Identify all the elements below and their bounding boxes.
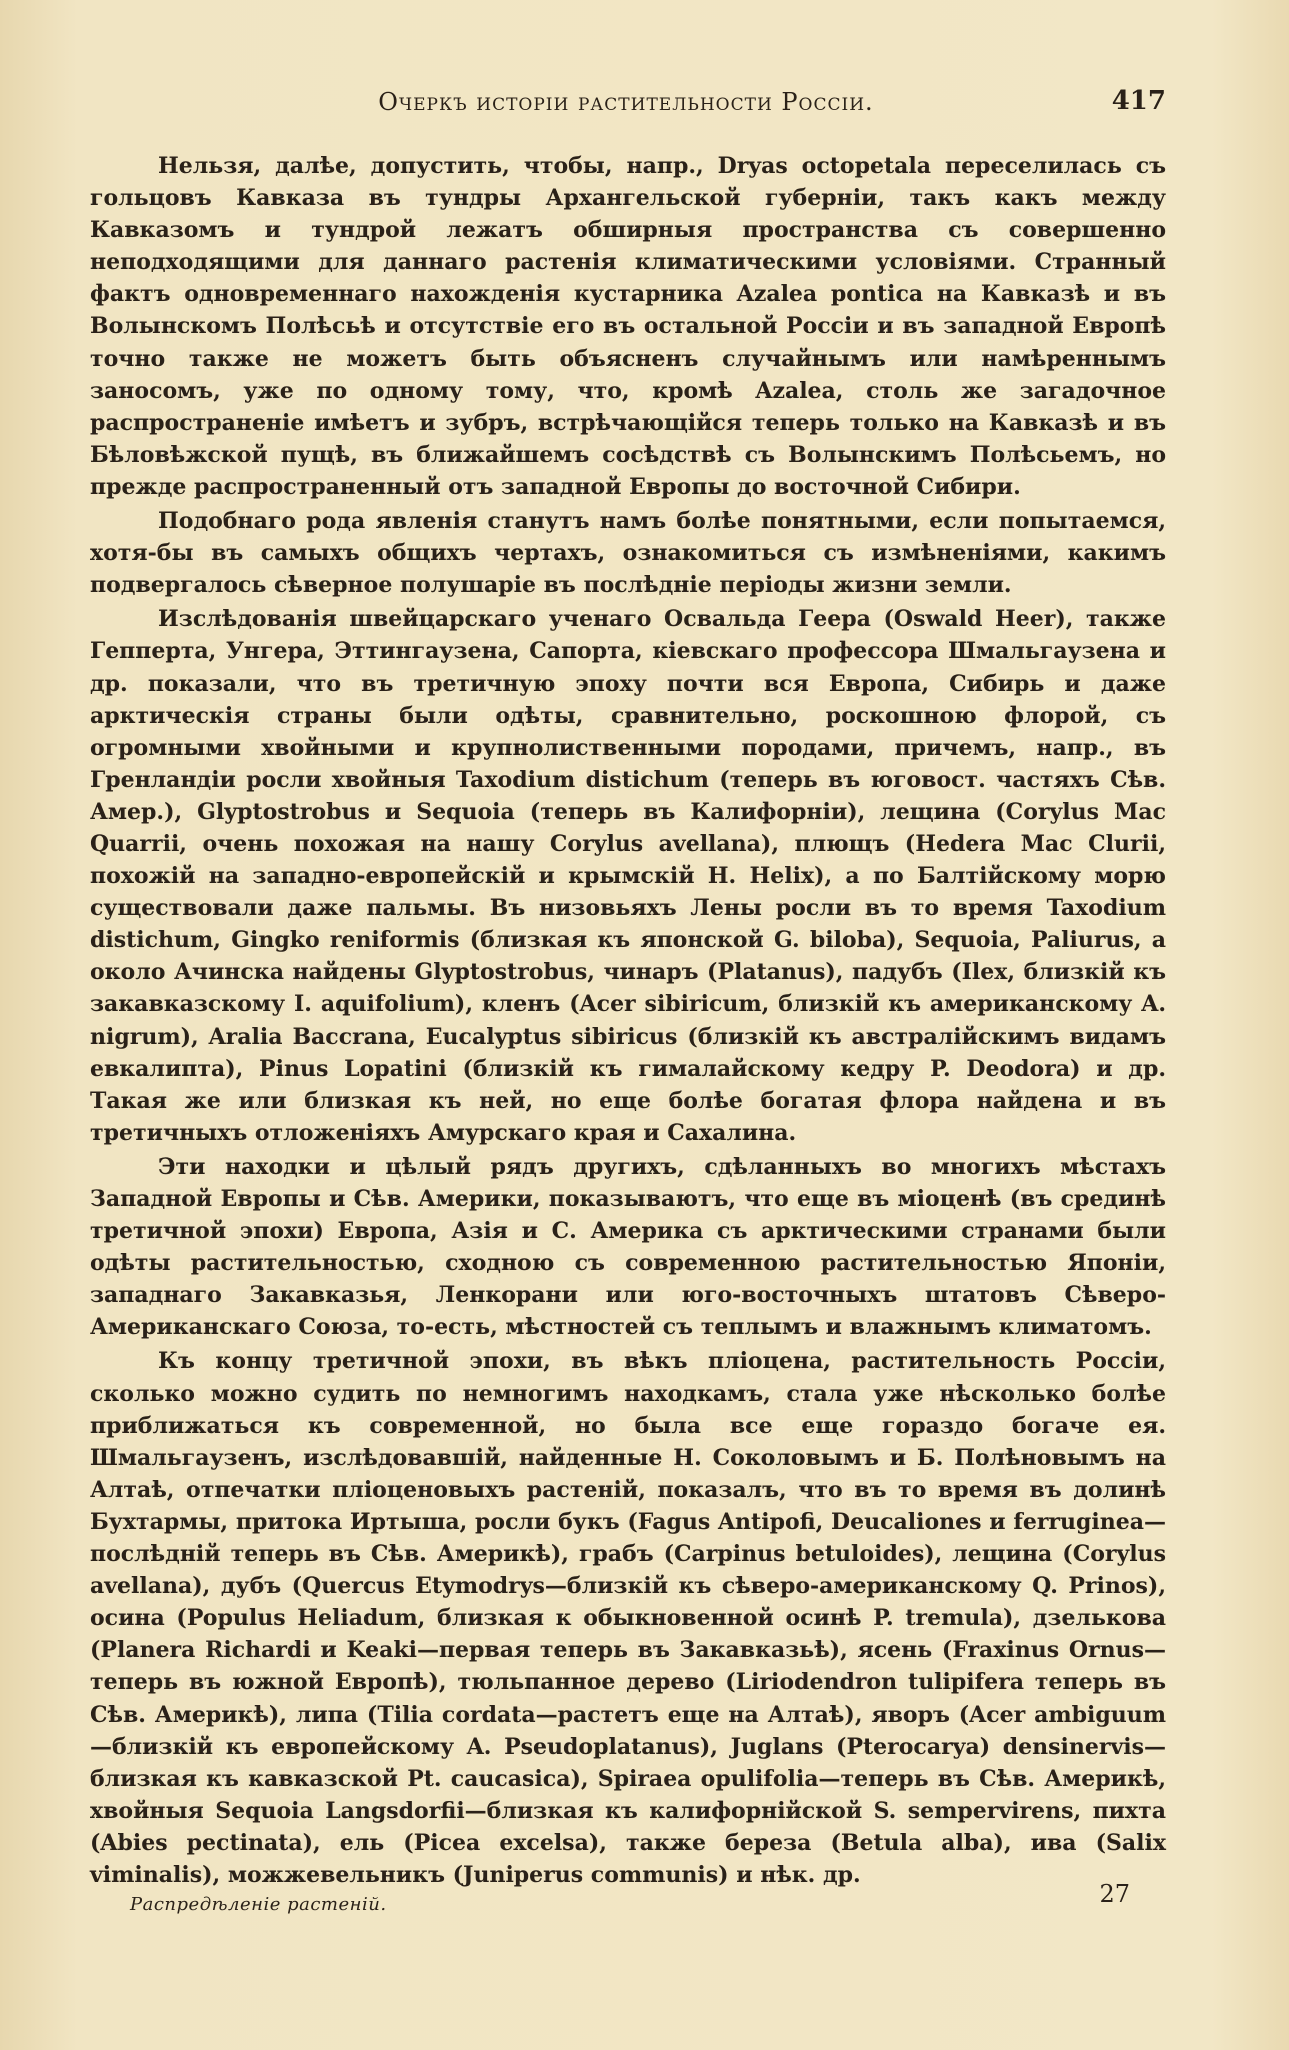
sheet-number: 27: [1099, 1880, 1130, 1908]
paragraph: Нельзя, далѣе, допустить, чтобы, напр., Dryas octopetala переселилась съ гольцовъ Кавказа въ тундры Архангельской губерніи, такъ какъ между Кавказомъ и тундрой лежатъ обширныя пространства съ совершенно неподходящими для даннаго растенія климатическими условіями. Странный фактъ одновременнаго нахожденія кустарника Azalea pontica на Кавказѣ и въ Волынскомъ Полѣсьѣ и отсутствіе его въ остальной Россіи и въ западной Европѣ точно также не можетъ быть объясненъ случайнымъ или намѣреннымъ заносомъ, уже по одному тому, что, кромѣ Azalea, столь же загадочное распространеніе имѣетъ и зубръ, встрѣчающійся теперь только на Кавказѣ и въ Бѣловѣжской пущѣ, въ ближайшемъ сосѣдствѣ съ Волынскимъ Полѣсьемъ, но прежде распространенный отъ западной Европы до восточной Сибири.: [90, 153, 1166, 500]
page-number: 417: [1111, 86, 1166, 116]
paragraph: Подобнаго рода явленія станутъ намъ болѣе понятными, если попытаемся, хотя-бы въ самыхъ общихъ чертахъ, ознакомиться съ измѣненіями, какимъ подвергалось сѣверное полушаріе въ послѣдніе періоды жизни земли.: [90, 508, 1166, 599]
paragraph: Къ концу третичной эпохи, въ вѣкъ пліоцена, растительность Россіи, сколько можно судить по немногимъ находкамъ, стала уже нѣсколько болѣе приближаться къ современной, но была все еще гораздо богаче ея. Шмальгаузенъ, изслѣдовавшій, найденные Н. Соколовымъ и Б. Полѣновымъ на Алтаѣ, отпечатки пліоценовыхъ растеній, показалъ, что въ то время въ долинѣ Бухтармы, притока Иртыша, росли букъ (Fagus Antipofi, Deucaliones и ferruginea— послѣдній теперь въ Сѣв. Америкѣ), грабъ (Carpinus betuloides), лещина (Corylus avellana), дубъ (Quercus Etymodrys—близкій къ сѣверо-американскому Q. Prinos), осина (Populus Heliadum, близкая к обыкновенной осинѣ P. tremula), дзелькова (Planera Richardi и Keaki—первая теперь въ Закавказьѣ), ясень (Fraxinus Ornus—теперь въ южной Европѣ), тюльпанное дерево (Liriodendron tulipifera теперь въ Сѣв. Америкѣ), липа (Tilia cordata—растетъ еще на Алтаѣ), яворъ (Acer ambiguum—близкій къ европейскому A. Pseudoplatanus), Juglans (Pterocarya) densinervis— близкая къ кавказской Pt. caucasica), Spiraea opulifolia—теперь въ Сѣв. Америкѣ, хвойныя Sequoia Langsdorfii—близкая къ калифорнійской S. sempervirens, пихта (Abies pectinata), ель (Picea excelsa), также береза (Betula alba), ива (Salix viminalis), можжевельникъ (Juniperus communis) и нѣк. др.: [90, 1348, 1166, 1888]
paragraph: Изслѣдованія швейцарскаго ученаго Освальда Геера (Oswald Heer), также Гепперта, Унгера, Эттингаузена, Сапорта, кіевскаго профессора Шмальгаузена и др. показали, что въ третичную эпоху почти вся Европа, Сибирь и даже арктическія страны были одѣты, сравнительно, роскошною флорой, съ огромными хвойными и крупнолиственными породами, причемъ, напр., въ Гренландіи росли хвойныя Taxodium distichum (теперь въ юговост. частяхъ Сѣв. Амер.), Glyptostrobus и Sequoia (теперь въ Калифорніи), лещина (Corylus Mac Quarrii, очень похожая на нашу Corylus avellana), плющъ (Hedera Mac Clurii, похожій на западно-европейскій и крымскій H. Helix), а по Балтійскому морю существовали даже пальмы. Въ низовьяхъ Лены росли въ то время Taxodium distichum, Gingko reniformis (близкая къ японской G. biloba), Sequoia, Paliurus, а около Ачинска найдены Glyptostrobus, чинаръ (Platanus), падубъ (Ilex, близкій къ закавказскому I. aquifolium), кленъ (Acer sibiricum, близкій къ американскому A. nigrum), Aralia Baccrana, Eucalyptus sibiricus (близкій къ австралійскимъ видамъ евкалипта), Pinus Lopatini (близкій къ гималайскому кедру P. Deodora) и др. Такая же или близкая къ ней, но еще болѣе богатая флора найдена и въ третичныхъ отложеніяхъ Амурскаго края и Сахалина.: [90, 606, 1166, 1146]
running-header: [86, 88, 1166, 116]
signature-mark: Распредѣленіе растеній.: [130, 1894, 387, 1915]
paragraph: Эти находки и цѣлый рядъ другихъ, сдѣланныхъ во многихъ мѣстахъ Западной Европы и Сѣв. Америки, показываютъ, что еще въ міоценѣ (въ срединѣ третичной эпохи) Европа, Азія и С. Америка съ арктическими странами были одѣты растительностью, сходною съ современною растительностью Японіи, западнаго Закавказья, Ленкорани или юго-восточныхъ штатовъ Сѣверо-Американскаго Союза, то-есть, мѣстностей съ теплымъ и влажнымъ климатомъ.: [90, 1153, 1166, 1341]
running-title: Очеркъ исторіи растительности Россіи.: [378, 88, 874, 116]
body-text: [90, 150, 1166, 1893]
